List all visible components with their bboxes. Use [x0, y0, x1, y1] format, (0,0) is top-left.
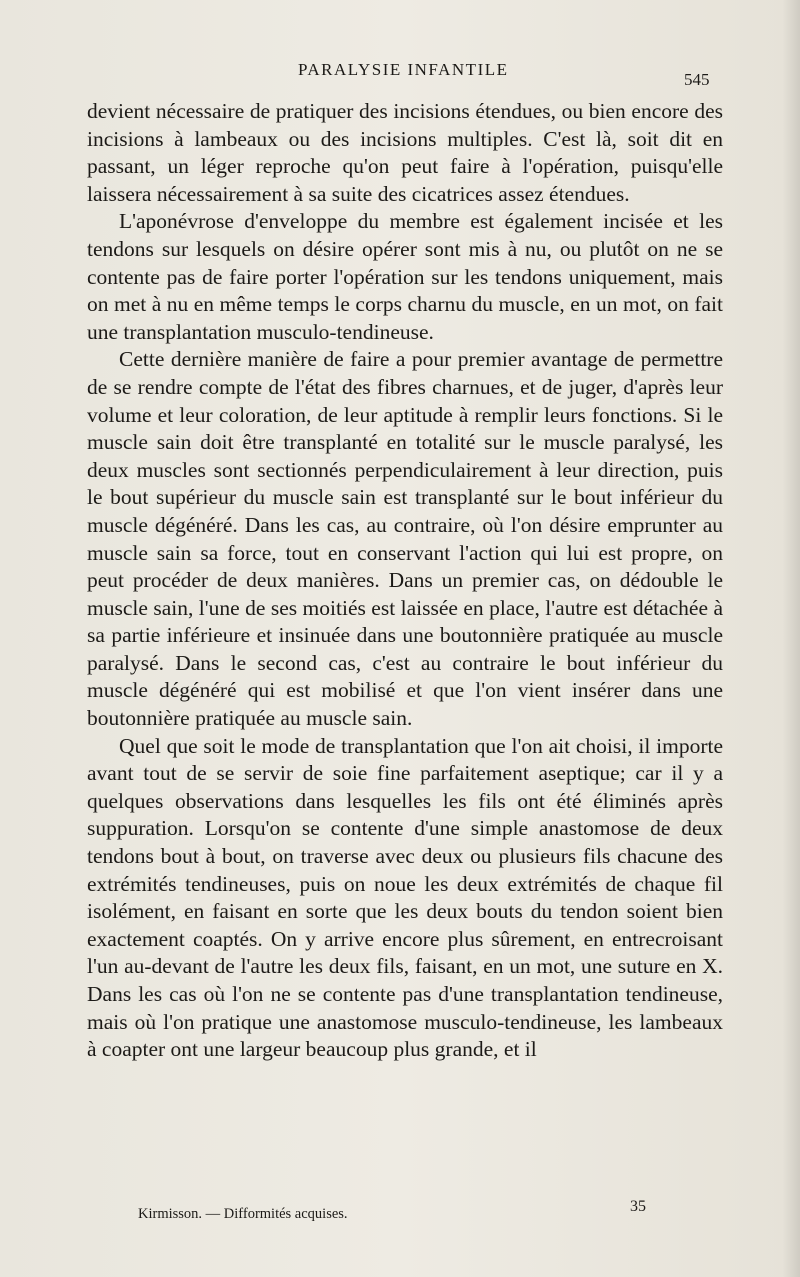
page-edge-shadow: [782, 0, 800, 1277]
footer-author-title: Kirmisson. — Difformités acquises.: [138, 1206, 348, 1222]
page-footer: [0, 1198, 800, 1222]
paragraph: Cette dernière manière de faire a pour premier avantage de permettre de se rendre compte de l'état des fibres charnues, et de juger, d'après leur volume et leur coloration, de leur aptitude à remplir leurs fonctions. Si le muscle sain doit être transplanté en totalité sur le muscle paralysé, les deux muscles sont sectionnés perpendiculairement à leur direction, puis le bout supérieur du muscle sain est transplanté sur le bout inférieur du muscle dégénéré. Dans les cas, au contraire, où l'on désire emprunter au muscle sain sa force, tout en conservant l'action qui lui est propre, on peut procéder de deux manières. Dans un premier cas, on dédouble le muscle sain, l'une de ses moitiés est laissée en place, l'autre est détachée à sa partie inférieure et insinuée dans une boutonnière pratiquée au muscle paralysé. Dans le second cas, c'est au contraire le bout inférieur du muscle dégénéré qui est mobilisé et que l'on vient insérer dans une boutonnière pratiquée au muscle sain.: [87, 347, 723, 731]
paragraph: L'aponévrose d'enveloppe du membre est également incisée et les tendons sur lesquels on désire opérer sont mis à nu, ou plutôt on ne se contente pas de faire porter l'opération sur les tendons uniquement, mais on met à nu en même temps le corps charnu du muscle, en un mot, on fait une transplantation musculo-tendineuse.: [87, 209, 723, 344]
paragraph-continued: devient nécessaire de pratiquer des incisions étendues, ou bien encore des incisions à lambeaux ou des incisions multiples. C'est là, soit dit en passant, un léger reproche qu'on peut faire à l'opération, puisqu'elle laissera nécessairement à sa suite des cicatrices assez étendues.: [87, 99, 723, 206]
paragraph: Quel que soit le mode de transplantation que l'on ait choisi, il importe avant tout de se servir de soie fine parfaitement aseptique; car il y a quelques observations dans lesquelles les fils ont été éliminés après suppuration. Lorsqu'on se contente d'une simple anastomose de deux tendons bout à bout, on traverse avec deux ou plusieurs fils chacune des extrémités tendineuses, puis on noue les deux extrémités de chaque fil isolément, en faisant en sorte que les deux bouts du tendon soient bien exactement coaptés. On y arrive encore plus sûrement, en entrecroisant l'un au-devant de l'autre les deux fils, faisant, en un mot, une suture en X. Dans les cas où l'on ne se contente pas d'une transplantation tendineuse, mais où l'on pratique une anastomose musculo-tendineuse, les lambeaux à coapter ont une largeur beaucoup plus grande, et il: [87, 733, 723, 1062]
body-text: [87, 98, 723, 1064]
signature-mark: 35: [630, 1198, 646, 1215]
page-header: [0, 60, 800, 89]
running-title: PARALYSIE INFANTILE: [298, 60, 509, 79]
page-number: 545: [684, 70, 710, 89]
